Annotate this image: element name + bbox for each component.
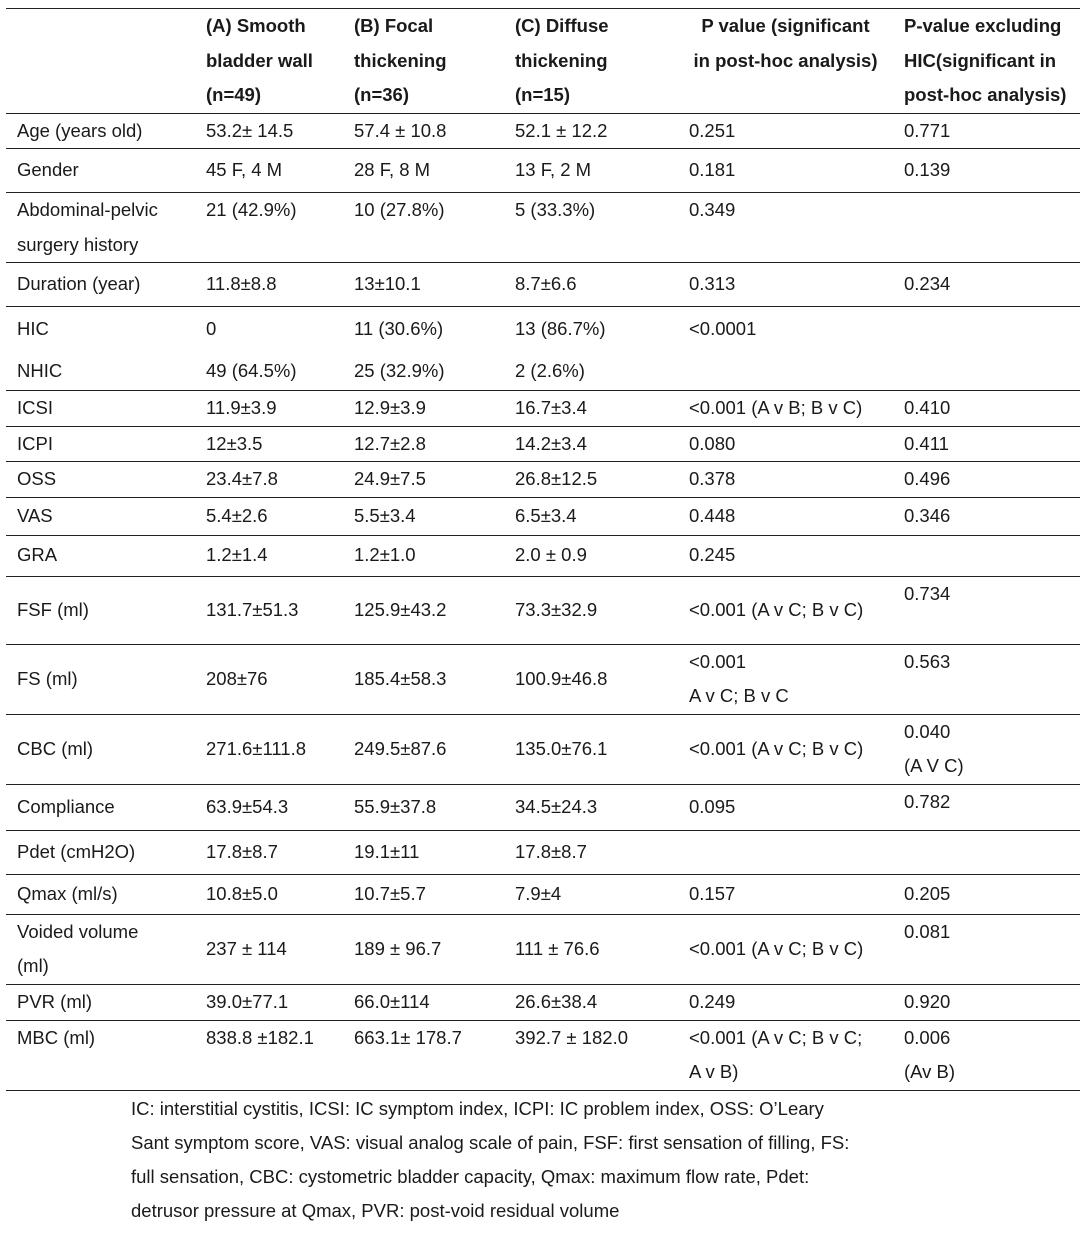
cell-group-a: 23.4±7.8 — [206, 468, 278, 489]
cell-group-b: 125.9±43.2 — [354, 598, 447, 620]
cell-p-excl-hic: 0.081 — [904, 920, 951, 942]
table-row-oss — [6, 462, 1080, 498]
cell-p-value: 0.249 — [689, 990, 736, 1012]
row-label: OSS — [17, 468, 57, 489]
cell-group-b: 13±10.1 — [354, 273, 421, 295]
cell-p-excl-hic: 0.496 — [904, 468, 951, 489]
cell-p-value: <0.001 (A v C; B v C) — [689, 598, 864, 620]
table-row-pdet — [6, 830, 1080, 874]
cell-group-c: 14.2±3.4 — [515, 432, 587, 454]
cell-p-excl-hic — [893, 193, 1080, 263]
cell-group-a: 0 — [206, 318, 217, 339]
cell-group-a: 10.8±5.0 — [206, 882, 278, 904]
cell-group-a: 39.0±77.1 — [206, 990, 289, 1012]
cell-group-b: 663.1± 178.7 — [354, 1026, 462, 1048]
cell-p-value: <0.001 (A v C; B v C) — [689, 737, 864, 759]
cell-p-excl-hic: 0.410 — [904, 397, 951, 418]
table-row-nhic — [6, 352, 1080, 391]
cell-group-c: 17.8±8.7 — [515, 840, 587, 862]
cell-group-b: 28 F, 8 M — [354, 159, 431, 181]
row-label: Gender — [17, 159, 79, 181]
cell-group-a: 1.2±1.4 — [206, 544, 268, 566]
row-label: PVR (ml) — [17, 990, 93, 1012]
cell-p-value: 0.313 — [689, 273, 736, 295]
cell-p-value: 0.448 — [689, 504, 736, 526]
table-row-pvr — [6, 984, 1080, 1020]
row-label: Compliance — [17, 795, 115, 817]
cell-p-excl-hic: 0.205 — [904, 882, 951, 904]
cell-p-value: <0.001 A v C; B v C — [689, 650, 789, 706]
footnote-line: Sant symptom score, VAS: visual analog scale of pain, FSF: first sensation of filling, FS: — [131, 1132, 850, 1153]
row-label: ICPI — [17, 432, 53, 454]
table-row-fs — [6, 644, 1080, 714]
cell-group-c: 5 (33.3%) — [515, 199, 596, 220]
cell-p-excl-hic: 0.139 — [904, 159, 951, 181]
cell-group-c: 16.7±3.4 — [515, 397, 587, 418]
footnote-line: detrusor pressure at Qmax, PVR: post-void residual volume — [131, 1200, 620, 1221]
table-row-vas — [6, 497, 1080, 535]
header-p-value-excluding-hic: P-value excluding HIC(significant in post-hoc analysis) — [904, 15, 1067, 105]
cell-p-excl-hic: 0.040 (A V C) — [904, 720, 964, 776]
cell-p-value: 0.245 — [689, 544, 736, 566]
table-row-gender — [6, 149, 1080, 193]
footnote-line: full sensation, CBC: cystometric bladder capacity, Qmax: maximum flow rate, Pdet: — [131, 1166, 810, 1187]
table-row-fsf — [6, 576, 1080, 644]
row-label: Duration (year) — [17, 273, 141, 295]
cell-p-excl-hic: 0.920 — [904, 990, 951, 1012]
cell-group-c: 6.5±3.4 — [515, 504, 577, 526]
row-label: VAS — [17, 504, 53, 526]
cell-p-value: <0.001 (A v C; B v C; A v B) — [689, 1026, 863, 1082]
row-label: FS (ml) — [17, 667, 78, 689]
cell-p-value: <0.001 (A v B; B v C) — [689, 397, 863, 418]
table-row-duration — [6, 263, 1080, 307]
cell-p-excl-hic — [893, 352, 1080, 391]
results-table — [6, 8, 1080, 1091]
cell-p-excl-hic: 0.234 — [904, 273, 951, 295]
cell-group-a: 63.9±54.3 — [206, 795, 289, 817]
table-row-gra — [6, 535, 1080, 576]
header-p-value: P value (significant in post-hoc analysis) — [693, 15, 878, 71]
cell-p-excl-hic: 0.771 — [904, 119, 951, 141]
row-label: Abdominal-pelvic surgery history — [17, 199, 158, 255]
cell-group-a: 45 F, 4 M — [206, 159, 283, 181]
cell-group-b: 19.1±11 — [354, 840, 420, 862]
cell-p-excl-hic: 0.563 — [904, 650, 951, 672]
row-label: FSF (ml) — [17, 598, 89, 620]
cell-group-c: 2 (2.6%) — [515, 359, 585, 381]
cell-p-excl-hic: 0.734 — [904, 582, 951, 604]
cell-group-b: 249.5±87.6 — [354, 737, 447, 759]
cell-group-b: 57.4 ± 10.8 — [354, 119, 447, 141]
header-group-a: (A) Smooth bladder wall (n=49) — [206, 15, 313, 105]
cell-p-value: 0.080 — [689, 432, 736, 454]
row-label: HIC — [17, 318, 49, 339]
cell-p-value: 0.349 — [689, 199, 736, 220]
cell-group-b: 185.4±58.3 — [354, 667, 447, 689]
cell-p-value: 0.157 — [689, 882, 736, 904]
cell-group-a: 208±76 — [206, 667, 268, 689]
cell-group-c: 392.7 ± 182.0 — [515, 1026, 629, 1048]
cell-group-a: 271.6±111.8 — [206, 737, 306, 759]
cell-group-a: 17.8±8.7 — [206, 840, 278, 862]
cell-group-a: 11.9±3.9 — [206, 397, 277, 418]
cell-group-b: 66.0±114 — [354, 990, 430, 1012]
cell-p-value: 0.095 — [689, 795, 736, 817]
row-label: Pdet (cmH2O) — [17, 840, 136, 862]
cell-group-b: 189 ± 96.7 — [354, 937, 442, 959]
row-label: Voided volume (ml) — [17, 920, 139, 976]
cell-p-value: 0.378 — [689, 468, 736, 489]
row-label: Age (years old) — [17, 119, 143, 141]
cell-p-value: 0.181 — [689, 159, 736, 181]
cell-group-c: 34.5±24.3 — [515, 795, 598, 817]
cell-p-value: 0.251 — [689, 119, 736, 141]
cell-group-c: 13 F, 2 M — [515, 159, 592, 181]
cell-group-c: 52.1 ± 12.2 — [515, 119, 608, 141]
table-row-surgery-history — [6, 193, 1080, 263]
cell-p-excl-hic — [893, 307, 1080, 352]
row-label: NHIC — [17, 359, 63, 381]
cell-group-a: 21 (42.9%) — [206, 199, 297, 220]
cell-group-b: 1.2±1.0 — [354, 544, 416, 566]
table-row-qmax — [6, 874, 1080, 914]
cell-group-b: 24.9±7.5 — [354, 468, 426, 489]
cell-p-excl-hic — [893, 535, 1080, 576]
cell-p-excl-hic: 0.346 — [904, 504, 951, 526]
cell-group-b: 12.7±2.8 — [354, 432, 426, 454]
table-row-mbc — [6, 1020, 1080, 1090]
cell-p-value — [678, 352, 893, 391]
table-row-icpi — [6, 426, 1080, 462]
row-label: GRA — [17, 544, 58, 566]
cell-group-a: 11.8±8.8 — [206, 273, 277, 295]
cell-group-b: 10.7±5.7 — [354, 882, 426, 904]
cell-group-a: 12±3.5 — [206, 432, 263, 454]
table-row-hic — [6, 307, 1080, 352]
cell-group-b: 12.9±3.9 — [354, 397, 426, 418]
header-group-c: (C) Diffuse thickening (n=15) — [515, 15, 609, 105]
cell-group-a: 237 ± 114 — [206, 937, 287, 959]
cell-p-value: <0.001 (A v C; B v C) — [689, 937, 864, 959]
results-table-container — [6, 8, 1080, 1091]
cell-group-c: 111 ± 76.6 — [515, 937, 600, 959]
cell-p-excl-hic: 0.411 — [904, 432, 949, 454]
cell-group-c: 7.9±4 — [515, 882, 562, 904]
cell-group-b: 25 (32.9%) — [354, 359, 445, 381]
cell-group-a: 838.8 ±182.1 — [206, 1026, 314, 1048]
cell-group-c: 2.0 ± 0.9 — [515, 544, 587, 566]
cell-p-excl-hic: 0.006 (Av B) — [904, 1026, 956, 1082]
cell-group-a: 53.2± 14.5 — [206, 119, 294, 141]
table-row-icsi — [6, 391, 1080, 427]
cell-group-b: 10 (27.8%) — [354, 199, 445, 220]
header-group-b: (B) Focal thickening (n=36) — [354, 15, 447, 105]
table-row-age — [6, 113, 1080, 149]
cell-p-excl-hic — [893, 830, 1080, 874]
row-label: MBC (ml) — [17, 1026, 96, 1048]
cell-group-a: 5.4±2.6 — [206, 504, 268, 526]
header-row — [6, 9, 1080, 114]
cell-group-b: 5.5±3.4 — [354, 504, 416, 526]
cell-group-c: 26.6±38.4 — [515, 990, 598, 1012]
cell-p-value: <0.0001 — [689, 318, 757, 339]
row-label: Qmax (ml/s) — [17, 882, 118, 904]
cell-group-c: 100.9±46.8 — [515, 667, 608, 689]
cell-group-c: 73.3±32.9 — [515, 598, 598, 620]
cell-group-b: 55.9±37.8 — [354, 795, 437, 817]
cell-group-a: 49 (64.5%) — [206, 359, 297, 381]
row-label: CBC (ml) — [17, 737, 94, 759]
cell-p-value — [678, 830, 893, 874]
table-row-compliance — [6, 784, 1080, 830]
cell-group-c: 135.0±76.1 — [515, 737, 608, 759]
cell-group-a: 131.7±51.3 — [206, 598, 299, 620]
table-row-voided-volume — [6, 914, 1080, 984]
row-label: ICSI — [17, 397, 53, 418]
cell-group-b: 11 (30.6%) — [354, 318, 444, 339]
cell-group-c: 8.7±6.6 — [515, 273, 577, 295]
table-row-cbc — [6, 714, 1080, 784]
footnote-line: IC: interstitial cystitis, ICSI: IC symptom index, ICPI: IC problem index, OSS: O’Leary — [131, 1098, 824, 1119]
table-footnote — [131, 1092, 931, 1228]
cell-group-c: 26.8±12.5 — [515, 468, 598, 489]
cell-group-c: 13 (86.7%) — [515, 318, 606, 339]
cell-p-excl-hic: 0.782 — [904, 790, 951, 812]
header-empty — [6, 9, 195, 114]
